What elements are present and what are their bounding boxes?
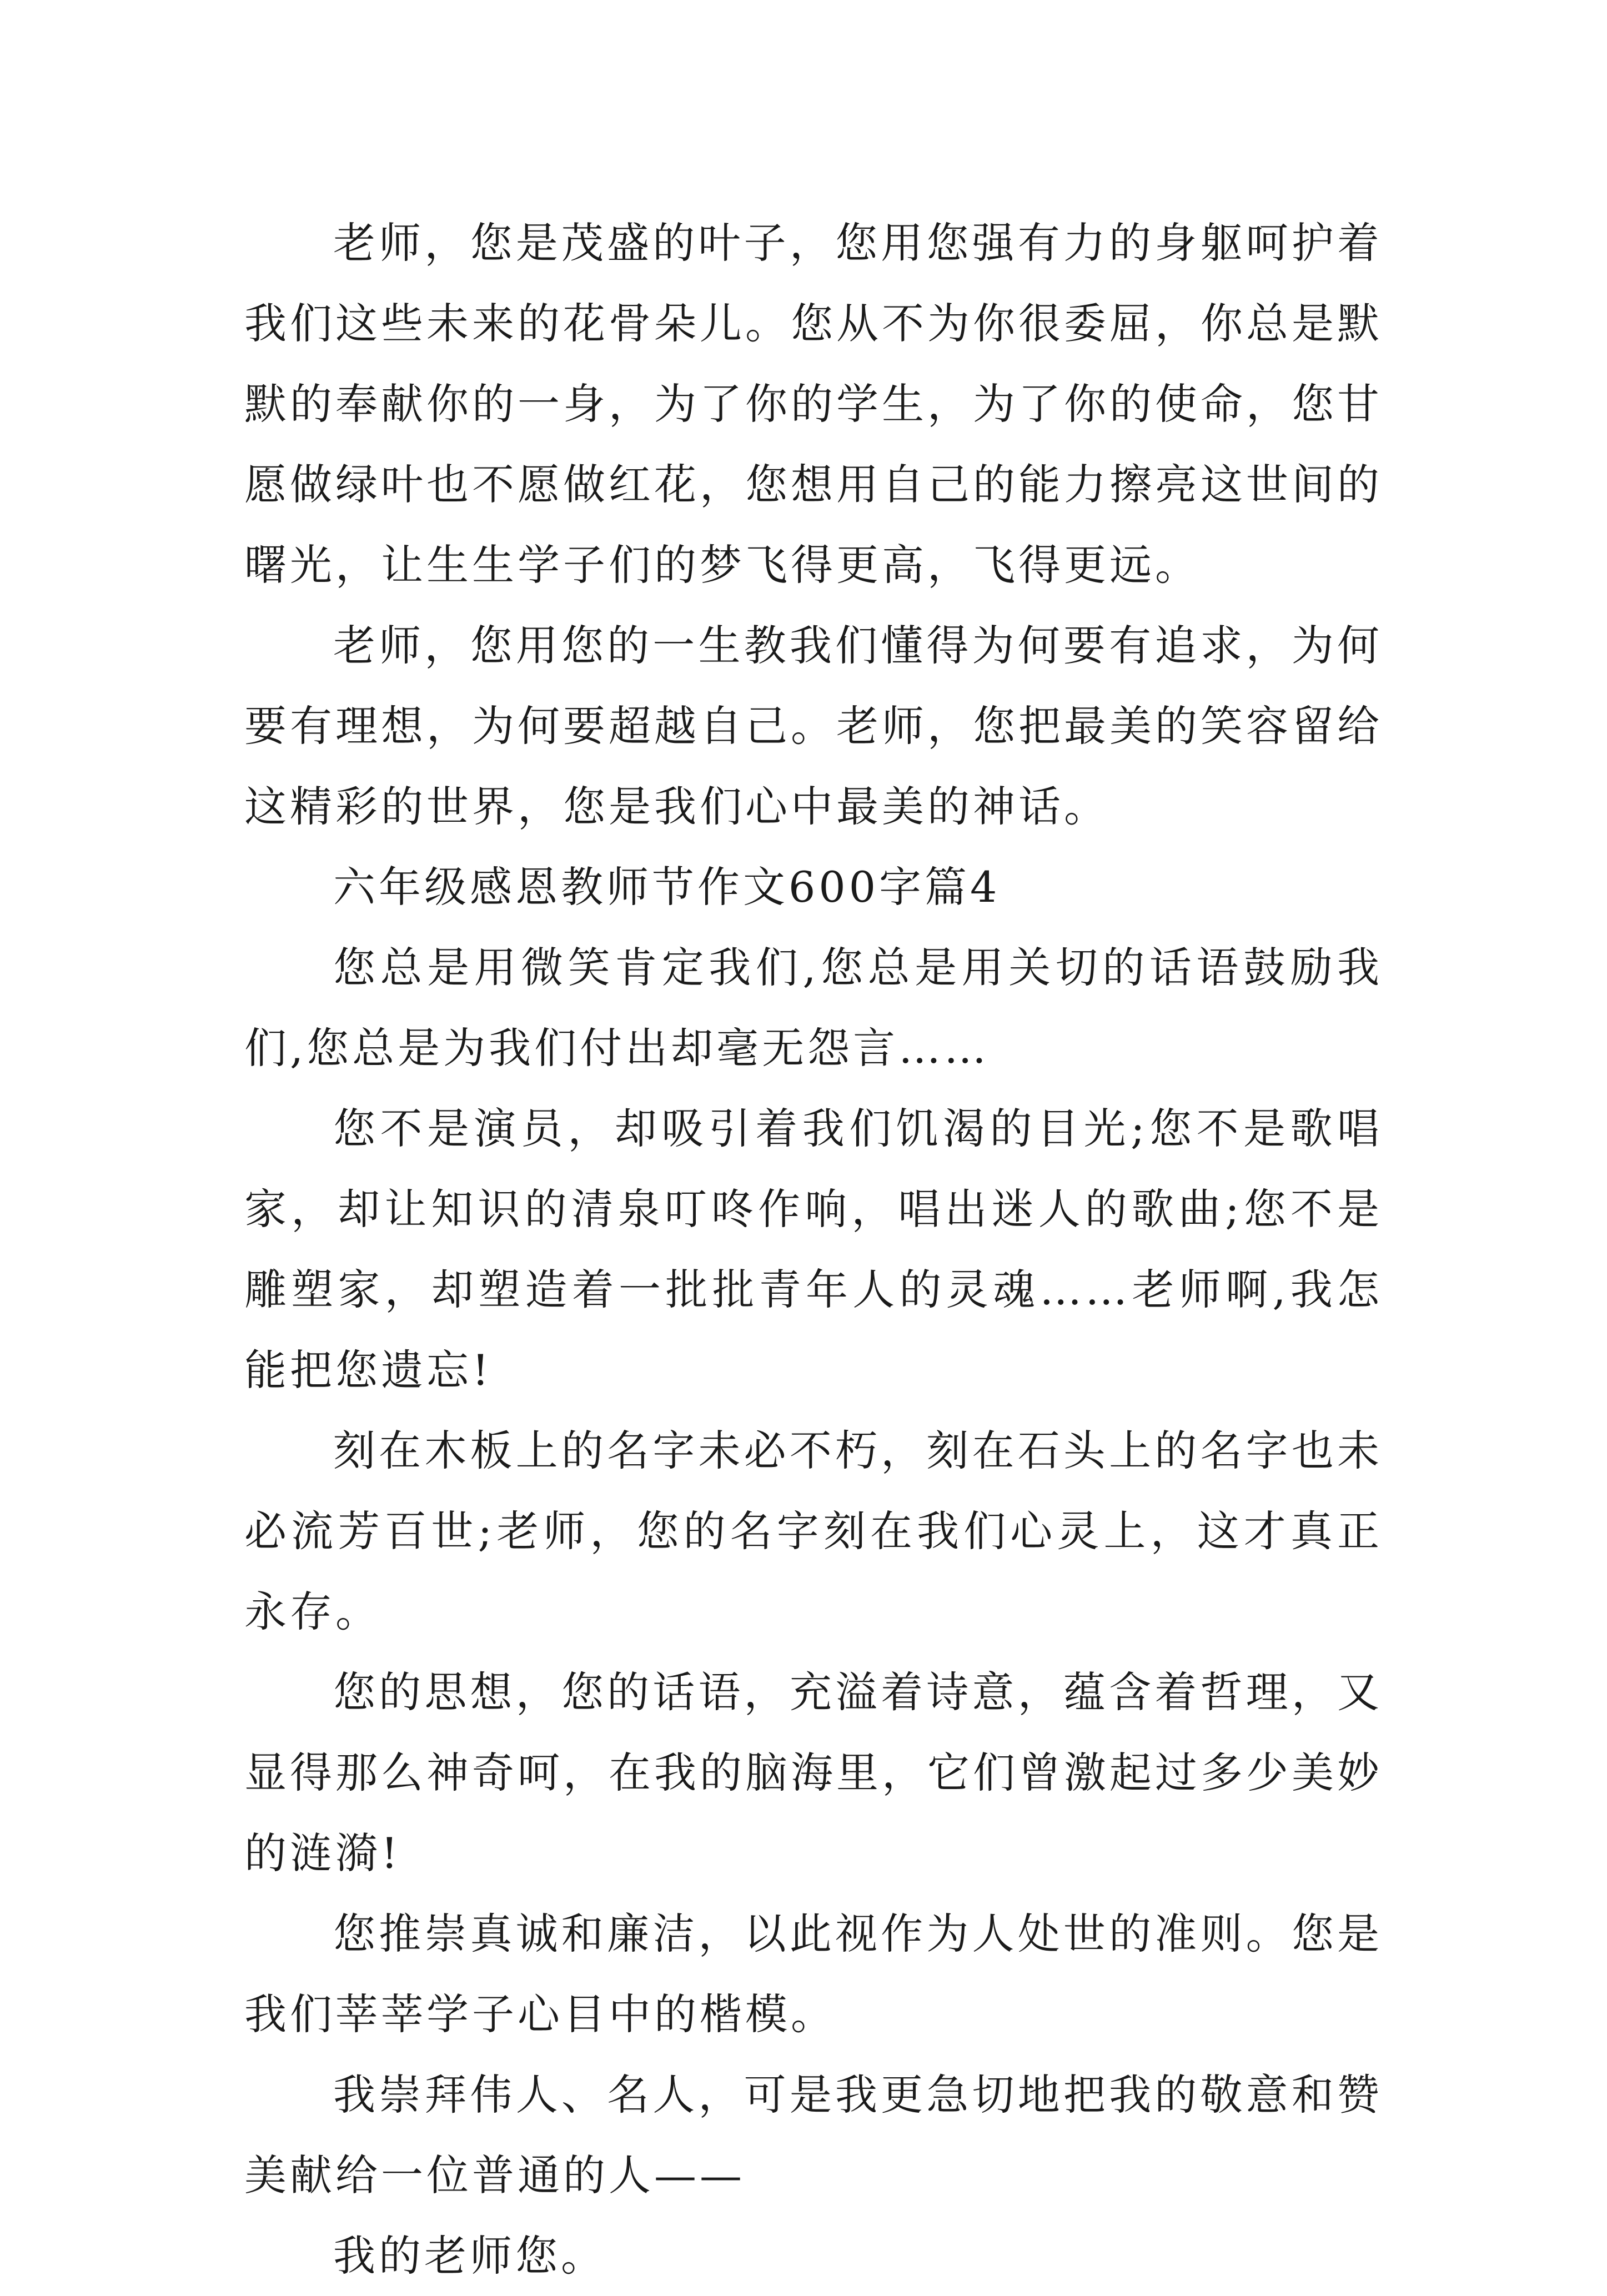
section-heading: 六年级感恩教师节作文600字篇4 <box>333 862 1001 912</box>
paragraph: 您的思想，您的话语，充溢着诗意，蕴含着哲理，又显得那么神奇呵，在我的脑海里，它们曾激起过多少美妙的涟漪! <box>244 1667 1383 1878</box>
paragraph: 老师，您是茂盛的叶子，您用您强有力的身躯呵护着我们这些未来的花骨朵儿。您从不为你很委屈，你总是默默的奉献你的一身，为了你的学生，为了你的使命，您甘愿做绿叶也不愿做红花，您想用自己的能力擦亮这世间的曙光，让生生学子们的梦飞得更高，飞得更远。 <box>244 218 1383 590</box>
paragraph: 刻在木板上的名字未必不朽，刻在石头上的名字也未必流芳百世;老师，您的名字刻在我们心灵上，这才真正永存。 <box>244 1426 1383 1636</box>
paragraph: 您推崇真诚和廉洁，以此视作为人处世的准则。您是我们莘莘学子心目中的楷模。 <box>244 1909 1383 2039</box>
document-body <box>244 203 1383 2296</box>
paragraph: 老师，您用您的一生教我们懂得为何要有追求，为何要有理想，为何要超越自己。老师，您把最美的笑容留给这精彩的世界，您是我们心中最美的神话。 <box>244 621 1383 831</box>
paragraph: 我的老师您。 <box>333 2231 606 2280</box>
paragraph: 我崇拜伟人、名人，可是我更急切地把我的敬意和赞美献给一位普通的人—— <box>244 2070 1383 2200</box>
paragraph: 您总是用微笑肯定我们,您总是用关切的话语鼓励我们,您总是为我们付出却毫无怨言…… <box>244 943 1383 1073</box>
paragraph: 您不是演员，却吸引着我们饥渴的目光;您不是歌唱家，却让知识的清泉叮咚作响，唱出迷人的歌曲;您不是雕塑家，却塑造着一批批青年人的灵魂……老师啊,我怎能把您遗忘! <box>244 1104 1383 1395</box>
